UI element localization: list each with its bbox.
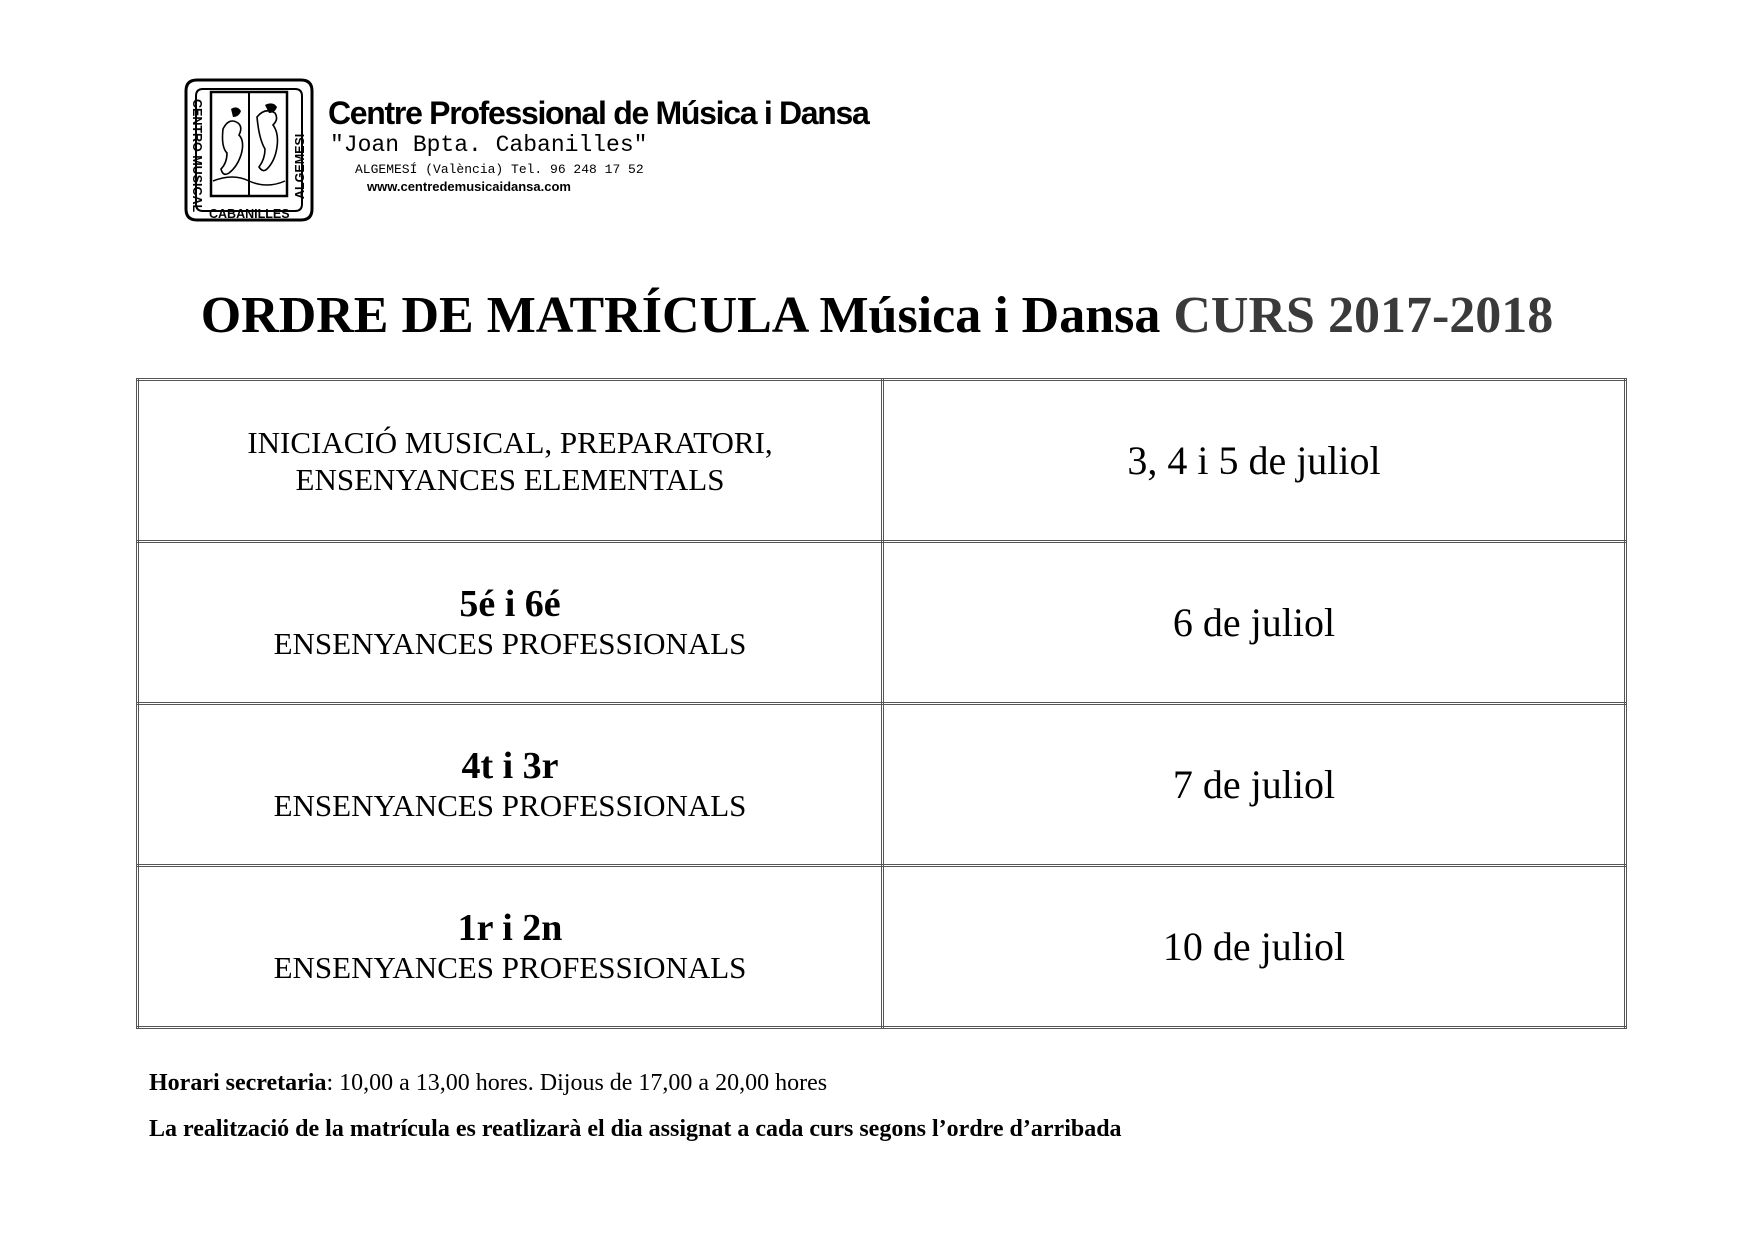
course-grade: 4t i 3r — [461, 745, 559, 787]
course-level: ENSENYANCES PROFESSIONALS — [273, 788, 747, 823]
enrollment-date: 3, 4 i 5 de juliol — [1127, 437, 1381, 483]
office-hours-text: : 10,00 a 13,00 hores. Dijous de 17,00 a 20,00 hores — [326, 1070, 828, 1096]
course-grade: 5é i 6é — [459, 583, 561, 625]
organization-subtitle: "Joan Bpta. Cabanilles" — [330, 132, 648, 158]
organization-address: ALGEMESÍ (València) Tel. 96 248 17 52 — [355, 162, 644, 177]
office-hours-note — [149, 1069, 1599, 1097]
page-title — [0, 286, 1754, 346]
date-cell — [883, 542, 1626, 704]
title-year: CURS 2017-2018 — [1173, 287, 1554, 344]
footer-notes — [149, 1069, 1599, 1143]
school-seal-logo — [183, 77, 315, 223]
course-level: ENSENYANCES PROFESSIONALS — [273, 950, 747, 985]
seal-emblem-icon — [183, 77, 315, 223]
course-level: INICIACIÓ MUSICAL, PREPARATORI, ENSENYANCES ELEMENTALS — [247, 424, 773, 497]
date-cell — [883, 704, 1626, 866]
letterhead — [183, 77, 883, 227]
enrollment-schedule-table — [136, 378, 1627, 1029]
table-row — [138, 704, 1626, 866]
date-cell — [883, 380, 1626, 542]
course-cell — [138, 704, 883, 866]
title-main: ORDRE DE MATRÍCULA Música i Dansa — [200, 287, 1161, 344]
enrollment-date: 7 de juliol — [1172, 761, 1336, 807]
organization-name: Centre Professional de Música i Dansa — [328, 95, 869, 131]
enrollment-order-note — [149, 1115, 1599, 1143]
organization-info — [328, 95, 869, 195]
course-cell — [138, 542, 883, 704]
enrollment-date: 10 de juliol — [1162, 923, 1346, 969]
course-level: ENSENYANCES PROFESSIONALS — [273, 626, 747, 661]
table-row — [138, 542, 1626, 704]
table-row — [138, 866, 1626, 1028]
course-grade: 1r i 2n — [457, 907, 563, 949]
organization-website: www.centredemusicaidansa.com — [367, 179, 571, 194]
course-cell — [138, 380, 883, 542]
course-cell — [138, 866, 883, 1028]
date-cell — [883, 866, 1626, 1028]
seal-text-left: CENTRO MUSICAL — [190, 99, 204, 213]
seal-text-bottom: CABANILLES — [209, 207, 290, 221]
enrollment-date: 6 de juliol — [1172, 599, 1336, 645]
table-row — [138, 380, 1626, 542]
enrollment-order-text: La realització de la matrícula es reatlizarà el dia assignat a cada curs segons l’ordre d’arribada — [149, 1116, 1122, 1142]
seal-text-right: ALGEMESI — [293, 133, 307, 199]
office-hours-label: Horari secretaria — [149, 1070, 327, 1096]
